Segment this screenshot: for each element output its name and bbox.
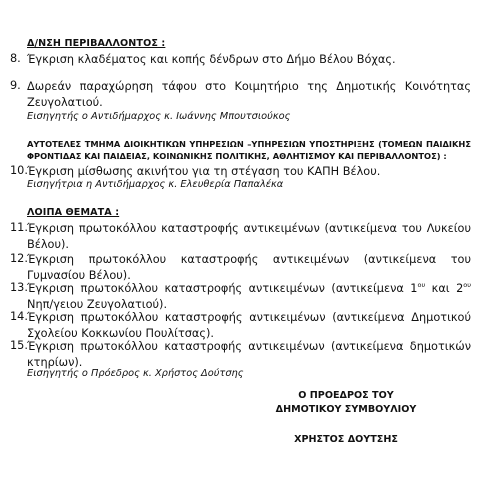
speaker-environment: Εισηγητής ο Αντιδήμαρχος κ. Ιωάννης Μπουτσιούκος (27, 111, 291, 122)
section-heading-other: ΛΟΙΠΑ ΘΕΜΑΤΑ : (27, 207, 120, 218)
signature-title-line1: Ο ΠΡΟΕΔΡΟΣ ΤΟΥ (298, 390, 394, 401)
agenda-item-10: Έγκριση μίσθωσης ακινήτου για τη στέγαση του ΚΑΠΗ Βέλου. (27, 165, 381, 178)
section-heading-department: ΑΥΤΟΤΕΛΕΣ ΤΜΗΜΑ ΔΙΟΙΚΗΤΙΚΩΝ ΥΠΗΡΕΣΙΩΝ –ΥΠΗΡΕΣΙΩΝ ΥΠΟΣΤΗΡΙΞΗΣ (ΤΟΜΕΩΝ ΠΑΙΔΙΚΗΣ ΦΡΟΝΤΙΔΑΣ ΚΑΙ ΠΑΙΔΕΙΑΣ, ΚΟΙΝΩΝΙΚΗΣ ΠΟΛΙΤΙΚΗΣ, ΑΘΛΗΤΙΣΜΟΥ ΚΑΙ ΠΕΡΙΒΑΛΛΟΝΤΟΣ) : (27, 139, 471, 161)
agenda-item-11: Έγκριση πρωτοκόλλου καταστροφής αντικειμένων (αντικείμενα του Λυκείου Βέλου). (27, 222, 471, 251)
item-number: 10. (10, 164, 28, 177)
agenda-item-15: Έγκριση πρωτοκόλλου καταστροφής αντικειμένων (αντικείμενα δημοτικών κτηρίων). (27, 340, 471, 369)
item-number: 8. (10, 52, 21, 65)
signature-title-line2: ΔΗΜΟΤΙΚΟΥ ΣΥΜΒΟΥΛΙΟΥ (275, 404, 417, 415)
item-number: 12. (10, 252, 28, 265)
item-number: 15. (10, 339, 28, 352)
agenda-item-14: Έγκριση πρωτοκόλλου καταστροφής αντικειμένων (αντικείμενα Δημοτικού Σχολείου Κοκκωνίου Πουλίτσας). (27, 311, 471, 340)
item-number: 11. (10, 221, 28, 234)
item-13-text-a: Έγκριση πρωτοκόλλου καταστροφής αντικειμένων (αντικείμενα 1 (27, 282, 418, 295)
agenda-item-9: Δωρεάν παραχώρηση τάφου στο Κοιμητήριο της Δημοτικής Κοινότητας Ζευγολατιού. (27, 80, 471, 109)
section-heading-environment: Δ/ΝΣΗ ΠΕΡΙΒΑΛΛΟΝΤΟΣ : (27, 38, 166, 49)
superscript-ordinal: ου (417, 281, 426, 290)
signature-name: ΧΡΗΣΤΟΣ ΔΟΥΤΣΗΣ (294, 434, 398, 445)
speaker-department: Εισηγήτρια η Αντιδήμαρχος κ. Ελευθερία Παπαλέκα (27, 179, 284, 190)
speaker-other: Εισηγητής ο Πρόεδρος κ. Χρήστος Δούτσης (27, 368, 244, 379)
item-number: 13. (10, 281, 28, 294)
item-13-text-c: Νηπ/γειου Ζευγολατιού). (27, 297, 168, 311)
agenda-item-8: Έγκριση κλαδέματος και κοπής δένδρων στο Δήμο Βέλου Βόχας. (27, 53, 396, 66)
item-number: 9. (10, 79, 21, 92)
agenda-item-13 (27, 281, 471, 312)
item-number: 14. (10, 310, 28, 323)
superscript-ordinal: ου (463, 281, 472, 290)
agenda-item-12: Έγκριση πρωτοκόλλου καταστροφής αντικειμένων (αντικείμενα του Γυμνασίου Βέλου). (27, 253, 471, 282)
item-13-text-b: και 2 (425, 282, 464, 295)
